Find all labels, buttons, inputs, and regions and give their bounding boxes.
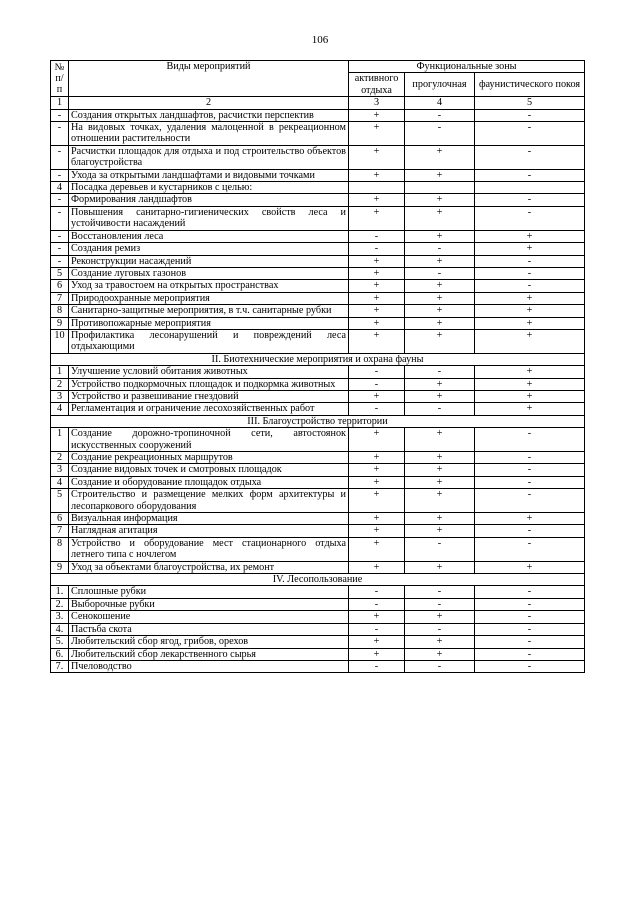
table-row [51,145,585,169]
table-row [51,378,585,390]
row-number: 2 [51,378,69,390]
row-number: 10 [51,329,69,353]
table-row [51,611,585,623]
zone-active-mark: + [349,292,405,304]
zone-active-mark: + [349,489,405,513]
table-row [51,537,585,561]
zone-walking-mark: - [405,366,475,378]
row-number: 1 [51,428,69,452]
zone-walking-mark: + [405,292,475,304]
activity-description: Создания ремиз [69,243,349,255]
table-row [51,464,585,476]
zone-faunistic-mark: - [475,489,585,513]
activity-description: Расчистки площадок для отдыха и под строительство объектов благоустройства [69,145,349,169]
zone-faunistic-mark: - [475,452,585,464]
row-number: 4. [51,623,69,635]
zone-active-mark: + [349,561,405,573]
zone-faunistic-mark: + [475,403,585,415]
activity-description: Визуальная информация [69,513,349,525]
table-row [51,428,585,452]
zone-faunistic-mark: - [475,255,585,267]
zone-active-mark: + [349,305,405,317]
page-number: 106 [311,34,329,46]
zone-active-mark: + [349,476,405,488]
table-row [51,329,585,353]
row-number: 7. [51,660,69,672]
zone-walking-mark: + [405,169,475,181]
activity-description: Природоохранные мероприятия [69,292,349,304]
zone-faunistic-mark: - [475,611,585,623]
row-number: 5 [51,489,69,513]
table-row [51,598,585,610]
table-row [51,317,585,329]
zone-walking-mark [405,182,475,194]
activity-description: Создание рекреационных маршрутов [69,452,349,464]
table-row [51,648,585,660]
index-cell: 2 [69,97,349,109]
zone-walking-mark: - [405,403,475,415]
header-zone-walking: прогулочная [405,73,475,97]
zone-faunistic-mark: - [475,194,585,206]
activities-table [50,60,585,673]
activity-description: Устройство и оборудование мест стационарного отдыха летнего типа с ночлегом [69,537,349,561]
row-number: - [51,243,69,255]
index-cell: 4 [405,97,475,109]
row-number: 4 [51,182,69,194]
zone-active-mark: - [349,598,405,610]
zone-faunistic-mark: + [475,292,585,304]
table-row [51,243,585,255]
zone-faunistic-mark: + [475,561,585,573]
zone-active-mark: + [349,145,405,169]
zone-active-mark: - [349,623,405,635]
zone-faunistic-mark: - [475,537,585,561]
activity-description: Создание и оборудование площадок отдыха [69,476,349,488]
zone-walking-mark: + [405,513,475,525]
activity-description: Сплошные рубки [69,586,349,598]
table-row [51,267,585,279]
zone-walking-mark: + [405,378,475,390]
zone-active-mark: + [349,194,405,206]
row-number: - [51,255,69,267]
zone-faunistic-mark: + [475,305,585,317]
zone-walking-mark: + [405,525,475,537]
index-cell: 1 [51,97,69,109]
zone-active-mark: + [349,329,405,353]
zone-active-mark: - [349,378,405,390]
table-row [51,122,585,146]
zone-walking-mark: + [405,561,475,573]
header-activities: Виды мероприятий [69,61,349,97]
table-row [51,525,585,537]
zone-walking-mark: + [405,611,475,623]
table-row [51,489,585,513]
zone-walking-mark: - [405,267,475,279]
activity-description: Регламентация и ограничение лесохозяйственных работ [69,403,349,415]
row-number: 5 [51,267,69,279]
column-index-row [51,97,585,109]
zone-walking-mark: - [405,598,475,610]
section-title: IV. Лесопользование [51,574,585,586]
zone-walking-mark: + [405,317,475,329]
row-number: 9 [51,317,69,329]
header-zone-active: активного отдыха [349,73,405,97]
table-row [51,660,585,672]
section-title: III. Благоустройство территории [51,415,585,427]
activity-description: Реконструкции насаждений [69,255,349,267]
zone-walking-mark: - [405,586,475,598]
activity-description: Устройство подкормочных площадок и подкормка животных [69,378,349,390]
activity-description: Устройство и развешивание гнездовий [69,390,349,402]
header-zone-faunistic: фаунистического покоя [475,73,585,97]
row-number: 6. [51,648,69,660]
zone-active-mark: - [349,660,405,672]
activity-description: Посадка деревьев и кустарников с целью: [69,182,349,194]
table-row [51,292,585,304]
table-row [51,390,585,402]
zone-faunistic-mark: - [475,109,585,121]
table-row [51,476,585,488]
zone-active-mark: + [349,636,405,648]
zone-walking-mark: - [405,623,475,635]
row-number: 7 [51,525,69,537]
row-number: 3 [51,390,69,402]
row-number: 5. [51,636,69,648]
table-row [51,561,585,573]
header-num: № п/п [51,61,69,97]
zone-walking-mark: + [405,255,475,267]
zone-walking-mark: + [405,476,475,488]
zone-walking-mark: + [405,280,475,292]
activity-description: Создания открытых ландшафтов, расчистки перспектив [69,109,349,121]
zone-active-mark: + [349,648,405,660]
table-row [51,230,585,242]
activity-description: Выборочные рубки [69,598,349,610]
zone-walking-mark: + [405,489,475,513]
zone-active-mark: + [349,525,405,537]
row-number: - [51,194,69,206]
table-row [51,169,585,181]
zone-walking-mark: + [405,329,475,353]
zone-active-mark: - [349,586,405,598]
zone-walking-mark: + [405,206,475,230]
zone-faunistic-mark: - [475,623,585,635]
row-number: - [51,230,69,242]
row-number: 2. [51,598,69,610]
table-row [51,366,585,378]
row-number: 2 [51,452,69,464]
zone-walking-mark: + [405,428,475,452]
row-number: 1 [51,366,69,378]
zone-faunistic-mark: - [475,169,585,181]
zone-faunistic-mark: + [475,366,585,378]
zone-faunistic-mark: - [475,525,585,537]
table-body [51,109,585,673]
row-number: 8 [51,537,69,561]
zone-faunistic-mark: - [475,428,585,452]
zone-active-mark: - [349,243,405,255]
zone-faunistic-mark: + [475,378,585,390]
activity-description: Создание луговых газонов [69,267,349,279]
table-row [51,182,585,194]
zone-faunistic-mark: + [475,329,585,353]
row-number: 8 [51,305,69,317]
zone-active-mark: - [349,366,405,378]
zone-faunistic-mark: - [475,145,585,169]
zone-faunistic-mark: - [475,636,585,648]
row-number: 3. [51,611,69,623]
zone-active-mark: + [349,280,405,292]
zone-faunistic-mark: - [475,122,585,146]
table-row [51,194,585,206]
zone-faunistic-mark [475,182,585,194]
zone-active-mark: + [349,464,405,476]
table-row [51,109,585,121]
zone-walking-mark: + [405,636,475,648]
zone-faunistic-mark: + [475,390,585,402]
table-row [51,305,585,317]
zone-active-mark: + [349,169,405,181]
activity-description: Профилактика лесонарушений и повреждений леса отдыхающими [69,329,349,353]
zone-walking-mark: + [405,464,475,476]
zone-active-mark: + [349,122,405,146]
zone-faunistic-mark: + [475,317,585,329]
activity-description: Улучшение условий обитания животных [69,366,349,378]
zone-walking-mark: + [405,230,475,242]
activity-description: На видовых точках, удаления малоценной в рекреационном отношении растительности [69,122,349,146]
zone-active-mark: - [349,403,405,415]
index-cell: 5 [475,97,585,109]
zone-walking-mark: + [405,390,475,402]
zone-active-mark: + [349,109,405,121]
row-number: - [51,122,69,146]
row-number: - [51,109,69,121]
activity-description: Наглядная агитация [69,525,349,537]
row-number: 4 [51,403,69,415]
activity-description: Любительский сбор лекарственного сырья [69,648,349,660]
table-row [51,206,585,230]
zone-active-mark: + [349,611,405,623]
zone-walking-mark: - [405,660,475,672]
table-row [51,513,585,525]
zone-faunistic-mark: - [475,648,585,660]
zone-faunistic-mark: + [475,243,585,255]
zone-walking-mark: + [405,194,475,206]
row-number: 6 [51,280,69,292]
zone-walking-mark: + [405,305,475,317]
section-header-row [51,415,585,427]
zone-active-mark: + [349,317,405,329]
zone-faunistic-mark: + [475,230,585,242]
activity-description: Формирования ландшафтов [69,194,349,206]
zone-walking-mark: - [405,109,475,121]
zone-walking-mark: + [405,145,475,169]
activity-description: Противопожарные мероприятия [69,317,349,329]
table-row [51,623,585,635]
zone-faunistic-mark: - [475,660,585,672]
activity-description: Создание дорожно-тропиночной сети, автостоянок искусственных сооружений [69,428,349,452]
zone-active-mark: + [349,537,405,561]
zone-faunistic-mark: - [475,598,585,610]
zone-active-mark: + [349,390,405,402]
zone-walking-mark: - [405,122,475,146]
zone-faunistic-mark: - [475,586,585,598]
activity-description: Уход за объектами благоустройства, их ремонт [69,561,349,573]
activity-description: Создание видовых точек и смотровых площадок [69,464,349,476]
activity-description: Пчеловодство [69,660,349,672]
row-number: 6 [51,513,69,525]
zone-active-mark: + [349,206,405,230]
zone-walking-mark: + [405,452,475,464]
header-zones: Функциональные зоны [349,61,585,73]
zone-active-mark: + [349,255,405,267]
table-row [51,255,585,267]
table-row [51,452,585,464]
activity-description: Уход за травостоем на открытых пространствах [69,280,349,292]
zone-faunistic-mark: - [475,464,585,476]
zone-faunistic-mark: - [475,476,585,488]
activity-description: Пастьба скота [69,623,349,635]
zone-walking-mark: + [405,648,475,660]
row-number: - [51,169,69,181]
row-number: - [51,145,69,169]
row-number: - [51,206,69,230]
zone-faunistic-mark: + [475,513,585,525]
activity-description: Ухода за открытыми ландшафтами и видовыми точками [69,169,349,181]
table-row [51,280,585,292]
activity-description: Повышения санитарно-гигиенических свойств леса и устойчивости насаждений [69,206,349,230]
row-number: 9 [51,561,69,573]
zone-active-mark: - [349,230,405,242]
zone-active-mark: + [349,513,405,525]
zone-active-mark [349,182,405,194]
activity-description: Санитарно-защитные мероприятия, в т.ч. санитарные рубки [69,305,349,317]
zone-faunistic-mark: - [475,267,585,279]
zone-active-mark: + [349,267,405,279]
activity-description: Любительский сбор ягод, грибов, орехов [69,636,349,648]
zone-walking-mark: - [405,243,475,255]
zone-faunistic-mark: - [475,280,585,292]
section-header-row [51,353,585,365]
row-number: 1. [51,586,69,598]
index-cell: 3 [349,97,405,109]
table-row [51,636,585,648]
row-number: 7 [51,292,69,304]
section-header-row [51,574,585,586]
zone-faunistic-mark: - [475,206,585,230]
table-row [51,403,585,415]
table-row [51,586,585,598]
activity-description: Восстановления леса [69,230,349,242]
row-number: 4 [51,476,69,488]
zone-active-mark: + [349,428,405,452]
activity-description: Строительство и размещение мелких форм архитектуры и лесопаркового оборудования [69,489,349,513]
row-number: 3 [51,464,69,476]
zone-active-mark: + [349,452,405,464]
activity-description: Сенокошение [69,611,349,623]
zone-walking-mark: - [405,537,475,561]
section-title: II. Биотехнические мероприятия и охрана фауны [51,353,585,365]
